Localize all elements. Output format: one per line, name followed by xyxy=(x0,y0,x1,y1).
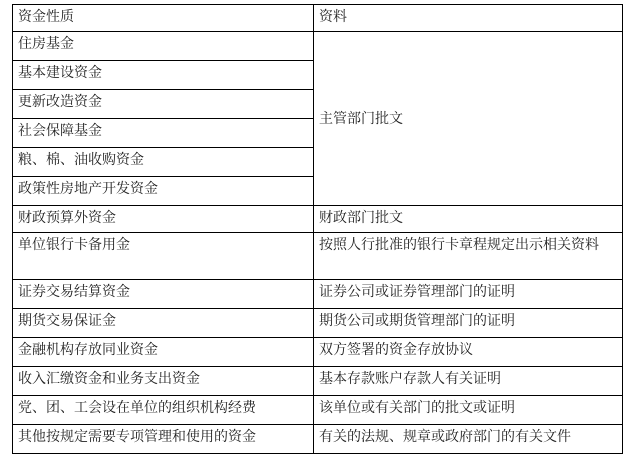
table-row xyxy=(13,280,623,309)
fund-type-cell: 财政预算外资金 xyxy=(13,206,314,233)
table-row xyxy=(13,396,623,425)
fund-type-cell: 社会保障基金 xyxy=(13,119,314,148)
fund-type-cell: 党、团、工会设在单位的组织机构经费 xyxy=(13,396,314,425)
fund-type-cell: 住房基金 xyxy=(13,32,314,61)
fund-type-cell: 政策性房地产开发资金 xyxy=(13,177,314,206)
fund-type-cell: 粮、棉、油收购资金 xyxy=(13,148,314,177)
table-row xyxy=(13,367,623,396)
table-row xyxy=(13,425,623,454)
table-row xyxy=(13,206,623,233)
material-cell: 证券公司或证券管理部门的证明 xyxy=(314,280,623,309)
material-cell: 财政部门批文 xyxy=(314,206,623,233)
material-cell: 基本存款账户存款人有关证明 xyxy=(314,367,623,396)
material-cell-merged: 主管部门批文 xyxy=(314,32,623,206)
fund-type-cell: 金融机构存放同业资金 xyxy=(13,338,314,367)
header-row xyxy=(13,5,623,32)
table-row xyxy=(13,338,623,367)
material-cell: 双方签署的资金存放协议 xyxy=(314,338,623,367)
header-materials: 资料 xyxy=(314,5,623,32)
material-cell: 有关的法规、规章或政府部门的有关文件 xyxy=(314,425,623,454)
fund-type-cell: 收入汇缴资金和业务支出资金 xyxy=(13,367,314,396)
fund-nature-table xyxy=(12,4,623,454)
material-cell: 期货公司或期货管理部门的证明 xyxy=(314,309,623,338)
fund-type-cell: 基本建设资金 xyxy=(13,61,314,90)
fund-type-cell: 单位银行卡备用金 xyxy=(13,233,314,280)
material-cell: 按照人行批准的银行卡章程规定出示相关资料 xyxy=(314,233,623,280)
table-row xyxy=(13,32,623,61)
fund-type-cell: 期货交易保证金 xyxy=(13,309,314,338)
fund-type-cell: 更新改造资金 xyxy=(13,90,314,119)
header-fund-nature: 资金性质 xyxy=(13,5,314,32)
table-row xyxy=(13,233,623,280)
table-row xyxy=(13,309,623,338)
fund-type-cell: 其他按规定需要专项管理和使用的资金 xyxy=(13,425,314,454)
fund-type-cell: 证券交易结算资金 xyxy=(13,280,314,309)
material-cell: 该单位或有关部门的批文或证明 xyxy=(314,396,623,425)
